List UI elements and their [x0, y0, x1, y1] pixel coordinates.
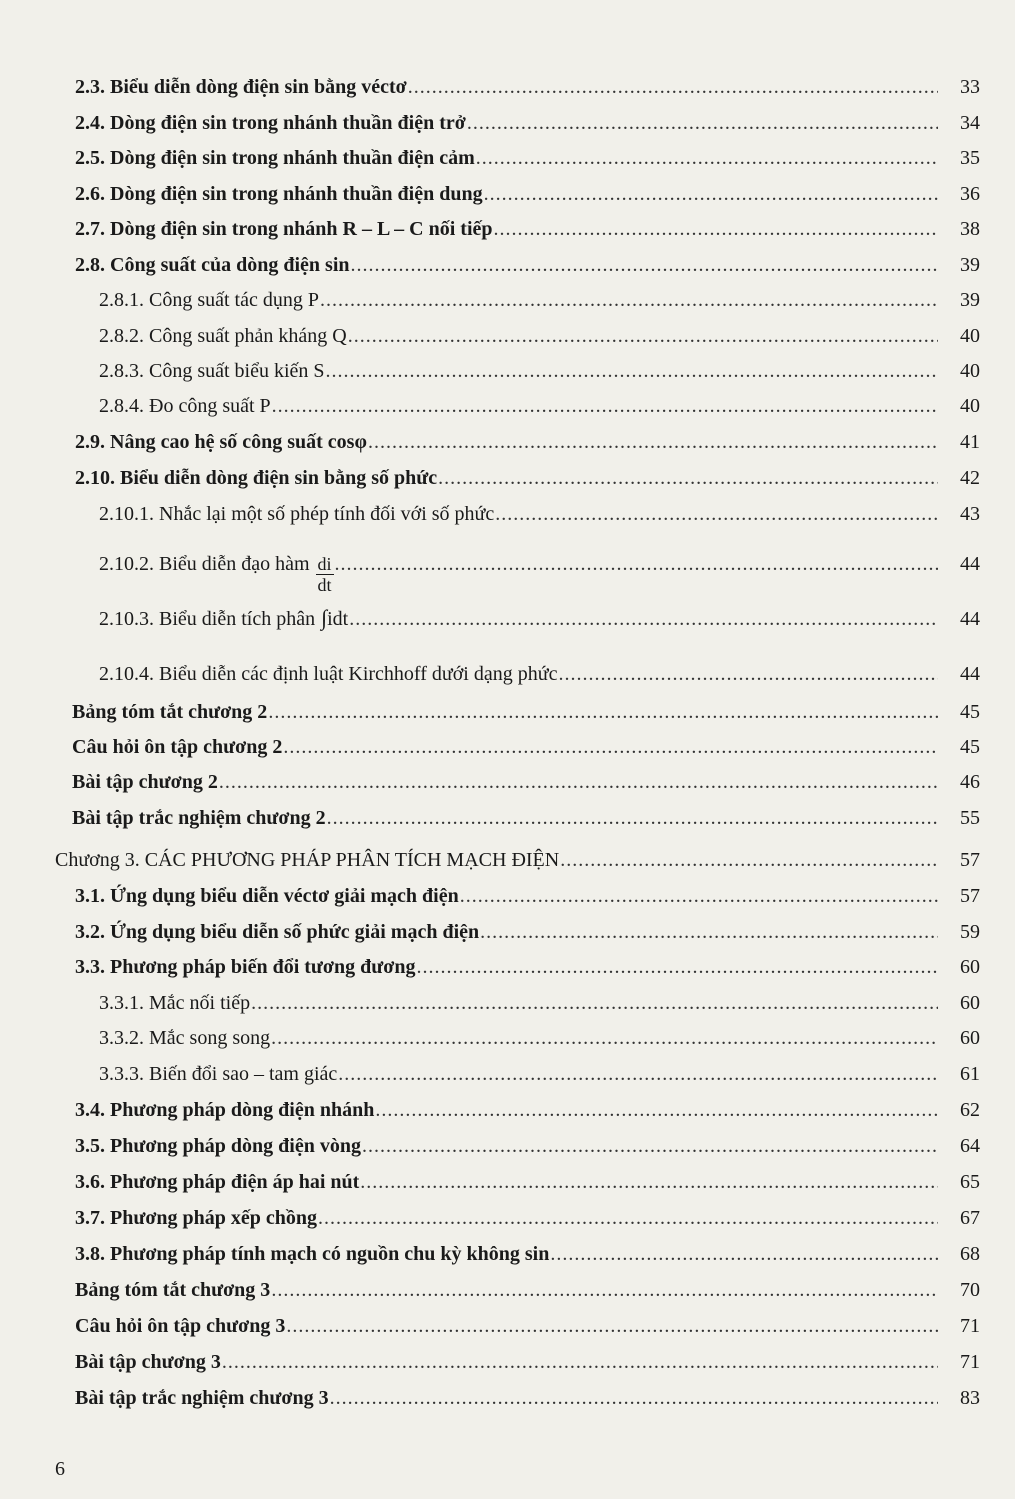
- dot-leader: [330, 1386, 938, 1410]
- toc-entry-title: 3.3.2. Mắc song song: [99, 1027, 271, 1049]
- toc-entry-title: 3.8. Phương pháp tính mạch có nguồn chu kỳ không sin: [75, 1243, 550, 1265]
- fraction-numerator: di: [317, 554, 332, 574]
- toc-entry-title: 3.5. Phương pháp dòng điện vòng: [75, 1135, 361, 1157]
- toc-entry-title: 2.8.4. Đo công suất P: [99, 395, 271, 417]
- toc-entry-title: 2.5. Dòng điện sin trong nhánh thuần điện cảm: [75, 147, 475, 169]
- toc-entry-page: 44: [960, 553, 980, 575]
- toc-entry: [75, 1206, 980, 1230]
- toc-entry: [99, 662, 980, 686]
- toc-entry: [99, 394, 980, 418]
- dot-leader: [416, 955, 938, 979]
- toc-entry-page: 44: [960, 663, 980, 685]
- toc-entry: [75, 955, 980, 979]
- dot-leader: [348, 324, 938, 348]
- toc-entry-page: 62: [960, 1099, 980, 1121]
- toc-entry-title: 3.6. Phương pháp điện áp hai nút: [75, 1171, 360, 1193]
- dot-leader: [318, 1206, 938, 1230]
- toc-entry-page: 46: [960, 771, 980, 793]
- toc-entry-page: 55: [960, 807, 980, 829]
- toc-entry-page: 60: [960, 956, 980, 978]
- toc-entry-title: Bài tập chương 2: [72, 771, 218, 793]
- toc-entry: [99, 288, 980, 312]
- toc-entry-page: 43: [960, 503, 980, 525]
- toc-entry-page: 70: [960, 1279, 980, 1301]
- toc-entry-title: 2.10.3. Biểu diễn tích phân: [99, 608, 316, 630]
- toc-entry: [55, 848, 980, 872]
- toc-entry-page: 38: [960, 218, 980, 240]
- dot-leader: [460, 884, 938, 908]
- toc-entry-title: 3.3. Phương pháp biến đổi tương đương: [75, 956, 416, 978]
- dot-leader: [558, 662, 938, 686]
- dot-leader: [560, 848, 938, 872]
- toc-entry-title: 2.8.1. Công suất tác dụng P: [99, 289, 319, 311]
- toc-entry-page: 40: [960, 395, 980, 417]
- fraction-denominator: dt: [317, 575, 332, 595]
- toc-entry: [75, 253, 980, 277]
- toc-entry-page: 64: [960, 1135, 980, 1157]
- toc-entry: [99, 552, 980, 595]
- toc-entry-page: 34: [960, 112, 980, 134]
- toc-entry-title: 2.8. Công suất của dòng điện sin: [75, 254, 350, 276]
- dot-leader: [272, 394, 938, 418]
- toc-entry-page: 45: [960, 736, 980, 758]
- toc-entry-title: Bài tập chương 3: [75, 1351, 221, 1373]
- dot-leader: [408, 75, 938, 99]
- dot-leader: [338, 1062, 938, 1086]
- dot-leader: [271, 1026, 938, 1050]
- integral-symbol: ∫: [321, 605, 328, 630]
- toc-entry-page: 71: [960, 1315, 980, 1337]
- toc-entry: [75, 182, 980, 206]
- toc-entry-page: 61: [960, 1063, 980, 1085]
- toc-entry-page: 71: [960, 1351, 980, 1373]
- toc-entry-title: 3.3.1. Mắc nối tiếp: [99, 992, 251, 1014]
- toc-entry-title: 2.10.4. Biểu diễn các định luật Kirchhoff dưới dạng phức: [99, 663, 558, 685]
- dot-leader: [467, 111, 938, 135]
- toc-entry: [75, 1278, 980, 1302]
- toc-entry: [75, 217, 980, 241]
- toc-entry-title: Câu hỏi ôn tập chương 3: [75, 1315, 286, 1337]
- toc-entry-page: 57: [960, 885, 980, 907]
- toc-entry-title: 3.2. Ứng dụng biểu diễn số phức giải mạch điện: [75, 921, 480, 943]
- toc-entry-page: 65: [960, 1171, 980, 1193]
- dot-leader: [320, 288, 938, 312]
- dot-leader: [335, 552, 938, 576]
- toc-entry: [75, 920, 980, 944]
- toc-entry-page: 45: [960, 701, 980, 723]
- dot-leader: [283, 735, 938, 759]
- dot-leader: [494, 217, 938, 241]
- toc-entry: [75, 884, 980, 908]
- toc-entry: [99, 606, 980, 631]
- toc-entry-title: 2.4. Dòng điện sin trong nhánh thuần điện trở: [75, 112, 466, 134]
- toc-entry-title: 2.8.2. Công suất phản kháng Q: [99, 325, 347, 347]
- dot-leader: [268, 700, 938, 724]
- toc-entry-title: Bài tập trắc nghiệm chương 3: [75, 1387, 329, 1409]
- page-number: 6: [55, 1458, 65, 1480]
- toc-entry-page: 67: [960, 1207, 980, 1229]
- toc-entry-title: 2.6. Dòng điện sin trong nhánh thuần điện dung: [75, 183, 483, 205]
- toc-entry-title: 2.10. Biểu diễn dòng điện sin bằng số phức: [75, 467, 438, 489]
- toc-entry-title: 2.9. Nâng cao hệ số công suất cosφ: [75, 431, 367, 453]
- dot-leader: [326, 359, 938, 383]
- dot-leader: [351, 253, 938, 277]
- dot-leader: [375, 1098, 938, 1122]
- toc-entry-title: 3.4. Phương pháp dòng điện nhánh: [75, 1099, 375, 1121]
- dot-leader: [327, 806, 938, 830]
- toc-entry-page: 68: [960, 1243, 980, 1265]
- toc-entry: [75, 1350, 980, 1374]
- toc-entry: [75, 1098, 980, 1122]
- toc-entry-title: Câu hỏi ôn tập chương 2: [72, 736, 283, 758]
- toc-entry-title: Chương 3. CÁC PHƯƠNG PHÁP PHÂN TÍCH MẠCH ĐIỆN: [55, 849, 560, 871]
- toc-entry-title: 2.8.3. Công suất biểu kiến S: [99, 360, 325, 382]
- toc-entry-page: 59: [960, 921, 980, 943]
- toc-entry: [99, 1026, 980, 1050]
- integral-expression: idt: [327, 608, 349, 630]
- toc-entry-page: 83: [960, 1387, 980, 1409]
- toc-entry: [75, 1170, 980, 1194]
- toc-entry: [75, 1134, 980, 1158]
- toc-entry-title: 2.10.2. Biểu diễn đạo hàm: [99, 553, 310, 575]
- toc-entry: [99, 991, 980, 1015]
- dot-leader: [349, 607, 938, 631]
- dot-leader: [271, 1278, 938, 1302]
- toc-entry: [99, 324, 980, 348]
- toc-entry-title: Bảng tóm tắt chương 3: [75, 1279, 271, 1301]
- toc-entry-title: 2.3. Biểu diễn dòng điện sin bằng véctơ: [75, 76, 407, 98]
- toc-entry: [72, 806, 980, 830]
- toc-entry-page: 36: [960, 183, 980, 205]
- toc-entry-title: Bảng tóm tắt chương 2: [72, 701, 268, 723]
- dot-leader: [438, 466, 938, 490]
- dot-leader: [286, 1314, 938, 1338]
- derivative-fraction: [316, 554, 334, 595]
- toc-entry: [75, 1386, 980, 1410]
- toc-entry-page: 39: [960, 254, 980, 276]
- toc-entry-page: 41: [960, 431, 980, 453]
- toc-entry-title: 2.7. Dòng điện sin trong nhánh R – L – C nối tiếp: [75, 218, 493, 240]
- toc-entry: [75, 1242, 980, 1266]
- toc-entry: [75, 466, 980, 490]
- dot-leader: [219, 770, 938, 794]
- toc-entry-page: 40: [960, 360, 980, 382]
- toc-entry: [72, 735, 980, 759]
- toc-entry-page: 40: [960, 325, 980, 347]
- toc-entry-page: 33: [960, 76, 980, 98]
- toc-entry: [75, 111, 980, 135]
- toc-entry-page: 60: [960, 1027, 980, 1049]
- dot-leader: [480, 920, 938, 944]
- dot-leader: [495, 502, 938, 526]
- toc-entry-title: Bài tập trắc nghiệm chương 2: [72, 807, 326, 829]
- toc-entry: [99, 502, 980, 526]
- dot-leader: [368, 430, 938, 454]
- toc-entry-page: 60: [960, 992, 980, 1014]
- toc-entry: [99, 359, 980, 383]
- toc-entry: [75, 1314, 980, 1338]
- toc-entry-page: 44: [960, 608, 980, 630]
- dot-leader: [362, 1134, 938, 1158]
- toc-entry-page: 57: [960, 849, 980, 871]
- toc-entry-page: 39: [960, 289, 980, 311]
- toc-entry: [75, 75, 980, 99]
- dot-leader: [550, 1242, 938, 1266]
- dot-leader: [476, 146, 938, 170]
- dot-leader: [484, 182, 938, 206]
- toc-entry-title: 3.7. Phương pháp xếp chồng: [75, 1207, 318, 1229]
- toc-entry: [75, 430, 980, 454]
- toc-entry-title: 3.1. Ứng dụng biểu diễn véctơ giải mạch điện: [75, 885, 459, 907]
- toc-entry-title: 2.10.1. Nhắc lại một số phép tính đối với số phức: [99, 503, 495, 525]
- toc-entry-title: 3.3.3. Biến đổi sao – tam giác: [99, 1063, 338, 1085]
- toc-entry-page: 35: [960, 147, 980, 169]
- toc-entry: [75, 146, 980, 170]
- dot-leader: [360, 1170, 938, 1194]
- toc-entry-page: 42: [960, 467, 980, 489]
- dot-leader: [222, 1350, 938, 1374]
- toc-entry: [72, 770, 980, 794]
- toc-entry: [99, 1062, 980, 1086]
- toc-entry: [72, 700, 980, 724]
- dot-leader: [251, 991, 938, 1015]
